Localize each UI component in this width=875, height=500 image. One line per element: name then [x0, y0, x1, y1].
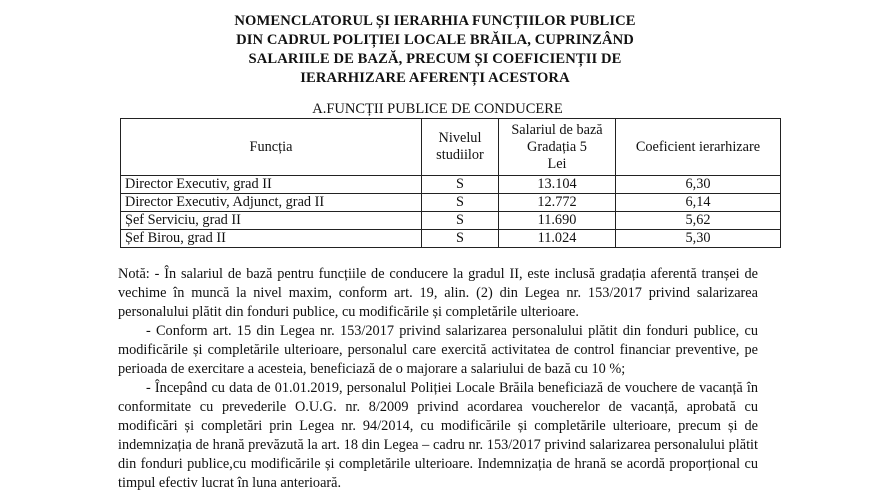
notes-block [118, 265, 758, 493]
table-row [121, 230, 781, 248]
title-line-2: DIN CADRUL POLIȚIEI LOCALE BRĂILA, CUPRINZÂND [236, 32, 634, 48]
note-paragraph-1: Notă: - În salariul de bază pentru funcțiile de conducere la gradul II, este inclusă gradația aferentă tranșei de vechime în muncă la nivel maxim, conform art. 19, alin. (2) din Legea nr. 153/2017 privind salarizarea personalului plătit din fonduri publice, cu modificările și completările ulterioare. [118, 266, 758, 320]
cell-nivel: S [422, 212, 499, 230]
header-nivel-line-1: Nivelul [438, 130, 482, 146]
cell-coeficient: 5,30 [616, 230, 781, 248]
header-coeficient: Coeficient ierarhizare [616, 119, 781, 176]
note-paragraph-2: - Conform art. 15 din Legea nr. 153/2017 privind salarizarea personalului plătit din fonduri publice, cu modificările și completările ulterioare, personalul care exercită activitatea de control financiar preventive, pe perioada de exercitare a acesteia, beneficiază de o majorare a salariului de bază cu 10 %; [118, 323, 758, 377]
cell-functia: Șef Birou, grad II [121, 230, 422, 248]
cell-nivel: S [422, 176, 499, 194]
table-row [121, 176, 781, 194]
title-line-4: IERARHIZARE AFERENȚI ACESTORA [300, 70, 570, 86]
cell-functia: Șef Serviciu, grad II [121, 212, 422, 230]
cell-salariu: 13.104 [499, 176, 616, 194]
cell-nivel: S [422, 194, 499, 212]
header-functia: Funcția [121, 119, 422, 176]
title-line-1: NOMENCLATORUL ȘI IERARHIA FUNCȚIILOR PUBLICE [234, 13, 636, 29]
note-paragraph-3: - Începând cu data de 01.01.2019, personalul Poliției Locale Brăila beneficiază de vouchere de vacanță în conformitate cu prevederile O.U.G. nr. 8/2009 privind acordarea voucherelor de vacanță, aprobată cu modificări și completări prin Legea nr. 94/2014, cu modificările și completările ulterioare, precum și de indemnizația de hrană prevăzută la art. 18 din Legea – cadru nr. 153/2017 privind salarizarea personalului plătit din fonduri publice,cu modificările și completările ulterioare. Indemnizația de hrană se acordă proporțional cu timpul efectiv lucrat în luna anterioară. [118, 380, 758, 491]
table-header-row [121, 119, 781, 176]
cell-salariu: 11.024 [499, 230, 616, 248]
table-row [121, 212, 781, 230]
cell-salariu: 12.772 [499, 194, 616, 212]
positions-table [120, 118, 781, 248]
header-nivel-line-2: studiilor [436, 147, 484, 163]
header-salariu-line-3: Lei [547, 155, 567, 172]
cell-coeficient: 6,14 [616, 194, 781, 212]
cell-nivel: S [422, 230, 499, 248]
cell-functia: Director Executiv, Adjunct, grad II [121, 194, 422, 212]
cell-coeficient: 6,30 [616, 176, 781, 194]
cell-salariu: 11.690 [499, 212, 616, 230]
table-row [121, 194, 781, 212]
header-nivel [422, 119, 499, 176]
section-title: A.FUNCȚII PUBLICE DE CONDUCERE [312, 101, 563, 117]
cell-coeficient: 5,62 [616, 212, 781, 230]
document-title [200, 12, 670, 88]
header-salariu-line-2: Gradația 5 [527, 138, 587, 155]
header-salariu [499, 119, 616, 176]
cell-functia: Director Executiv, grad II [121, 176, 422, 194]
title-line-3: SALARIILE DE BAZĂ, PRECUM ȘI COEFICIENȚII DE [248, 51, 622, 67]
header-salariu-line-1: Salariul de bază [511, 121, 603, 138]
